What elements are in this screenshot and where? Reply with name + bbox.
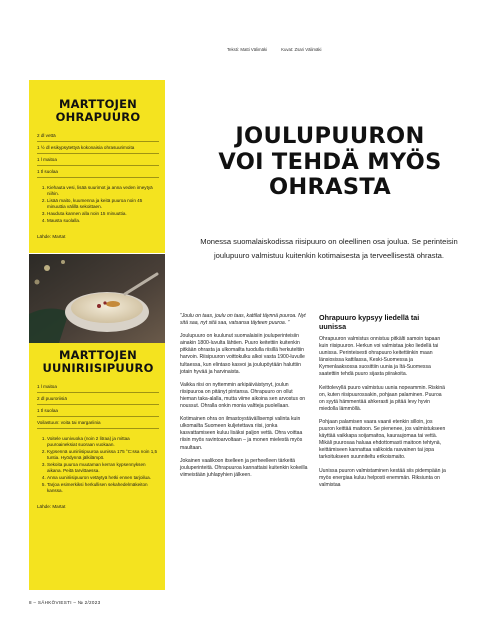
ingredient: 1 l maitoa bbox=[37, 384, 159, 393]
body-paragraph: Uunissa puuron valmistaminen kestää siis pidempään ja myös energiaa kuluu helposti enemmän. Riksiunta on valmistaa bbox=[319, 467, 446, 488]
recipe-panel-ohrapuuro bbox=[29, 80, 165, 253]
ingredient: 1 tl suolaa bbox=[37, 169, 159, 178]
porridge-photo bbox=[29, 254, 165, 343]
recipe-title-line1: MARTTOJEN bbox=[59, 97, 137, 111]
photo-credit: Kuvat: Zsari Välimäki bbox=[281, 47, 322, 52]
ingredient-list bbox=[37, 133, 159, 178]
body-column-left bbox=[180, 313, 308, 485]
body-paragraph: Kotimainen ohra on ilmastoystävällisempi valinta kuin ulkomailta Suomeen kuljetettava riisi, jonka kasvattamiseen kuluu lisäksi paljon vettä. Ohra voittaa riisin myös ravintoarvoltaan – ja monen mielestä myös maultaan. bbox=[180, 416, 303, 451]
ingredient: 1 l maitoa bbox=[37, 157, 159, 166]
step: 4. Mausta suolalla. bbox=[47, 218, 159, 224]
song-quote: ”Joulu on taas, joulu on taas, kattilat täynnä puuroa. Nyt sitä saa, nyt sitä saa, vatsansa täyteen puuroa. ” bbox=[180, 313, 306, 327]
recipe-title-line2: UUNIRIISIPUURO bbox=[42, 360, 154, 375]
step-list bbox=[37, 185, 159, 224]
body-paragraph: Pohjaan palamisen vaara vaanii etenkin silloin, jos puuron keittää maitoon. Se pienenee, jos valmistukseen käyttää vaikkapa soijamaitoa, kauraujomaa tai vettä. Mikäli puurosaa haluaa ehdottomasti maitoon tehtynä, keittämiseen kannattaa valikoida rasvainen tai jopa tarkoitukseen suunniteltu erikoismaito. bbox=[319, 418, 446, 461]
recipe-panel-uuniriisipuuro bbox=[29, 343, 165, 590]
article-headline bbox=[195, 124, 465, 201]
ingredient: 2 dl vettä bbox=[37, 133, 159, 142]
body-paragraph: Vaikka riisi on nyttemmin arkipäiväistynyt, joulun riisipuuroa on pitänyt pintansa. Ohrapuuro on ollut hieman taka-alalla, mutta viime aikoina sen arvostus on noussut. Ohralla onkin monia valtteja puolellaan. bbox=[180, 381, 306, 410]
step: 2. Kypsennä uuniriisipuuroa uunissa 175 °C:ssa noin 1,5 tuntia. Hyödynnä jälkilämpö. bbox=[47, 449, 159, 461]
recipe-title-line1: MARTTOJEN bbox=[59, 348, 137, 362]
body-paragraph: Joulupuuro on kuulunut suomalaisiin jouluperinteisiin ainakin 1800-luvulta lähtien. Puuro keitettiin kuitenkin pitkään ohrasta ja ulkomailta tuodulla riisillä herkuteltiin harvoin. Riisipuuron voittokulku alkoi vasta 1900-luvulle tultaessa, kun elintaso kasvoi ja joulupöytään haluttiin jotain hyvää ja harvinaista. bbox=[180, 333, 305, 375]
ingredient: 2 dl puuroriisiä bbox=[37, 396, 159, 405]
headline-line2: VOI TEHDÄ MYÖS bbox=[218, 148, 442, 175]
text-credit: Teksti: Matti Välimäki bbox=[227, 47, 268, 52]
step: 5. Tarjoa esimerkiksi herkullisen sekahedelmäkeiton kanssa. bbox=[47, 482, 159, 494]
ingredient: 1 ½ dl esikypsytettyä kokonaisia ohrasuurimoita bbox=[37, 145, 159, 154]
body-column-right bbox=[319, 313, 447, 495]
ingredient: 1 tl suolaa bbox=[37, 408, 159, 417]
step: 2. Lisää maito, kuumenna ja keitä puuroa noin 45 minuuttia välillä sekoittaen. bbox=[47, 198, 159, 210]
ingredient: Voilastuun: voita tai margariinia bbox=[37, 420, 159, 429]
credits bbox=[227, 47, 321, 52]
body-paragraph: Ohrapuuron valmistus onnistuu pitkälti samoin tapaan kuin riisipuuron. Herkun voi valmistaa joko liedellä tai uunissa. Perinteisesti ohrapuuro keitettiinkin maan länsiosissa kattilassa, Keski-Suomessa ja Kymenlaaksossa suosittiin uunia ja Itä-Suomessa saatettiin tehdä puuro sijasta piirakoita. bbox=[319, 336, 441, 378]
page-footer: 8 – SÄHKÖVIESTI – № 2/2023 bbox=[29, 600, 101, 605]
section-subheading: Ohrapuuro kypsyy liedellä tai uunissa bbox=[319, 313, 420, 331]
recipe-source: Lähde: Martat bbox=[37, 504, 66, 509]
headline-line3: OHRASTA bbox=[268, 174, 392, 200]
headline-line1: JOULUPUURON bbox=[235, 123, 425, 149]
step: 4. Anna uuniriisipuuron vetäytyä hetki ennen tarjoilua. bbox=[47, 475, 159, 481]
body-paragraph: Keittolevyllä puuro valmistuu uunia nopeammin. Riskinä on, kuten riisipuurossakin, pohjaan palaminen. Puuroa on syytä hämmentää ahkerasti ja pitää levy hyvin miedolla lämmöllä. bbox=[319, 384, 445, 412]
step: 3. Sekoita puuroa muutaman kerran kypsennyksen aikana. Peitä tarvittaessa. bbox=[47, 462, 159, 474]
recipe-title bbox=[37, 98, 159, 123]
recipe-source: Lähde: Martat bbox=[37, 234, 66, 239]
porridge-bowl-image bbox=[29, 254, 165, 343]
recipe-title-line2: OHRAPUURO bbox=[55, 109, 141, 124]
body-paragraph: Jokainen vaalikoon itselleen ja perheelleen tärkeitä jouluperinteitä. Ohrapuuroa kannattaisi kuitenkin kokeilla viimeistään juhlapyhien jälkeen. bbox=[180, 457, 308, 478]
recipe-title bbox=[37, 349, 159, 374]
step: 1. Voitele uunivuoka (noin 2 litraa) ja mittaa puuroaineksiat suoraan vuokaan. bbox=[47, 436, 159, 448]
ingredient-list bbox=[37, 384, 159, 429]
step: 1. Kiehauta vesi, lisää suurimot ja anna veden imeytyä niihin. bbox=[47, 185, 159, 197]
lead-paragraph: Monessa suomalaiskodissa riisipuuro on oleellinen osa joulua. Se perinteisin joulupuuro valmistuu kuitenkin kotimaisesta ja terveellisestä ohrasta. bbox=[200, 237, 458, 260]
step-list bbox=[37, 436, 159, 494]
step: 3. Hauduta kannen alla noin 15 minuuttia. bbox=[47, 211, 159, 217]
